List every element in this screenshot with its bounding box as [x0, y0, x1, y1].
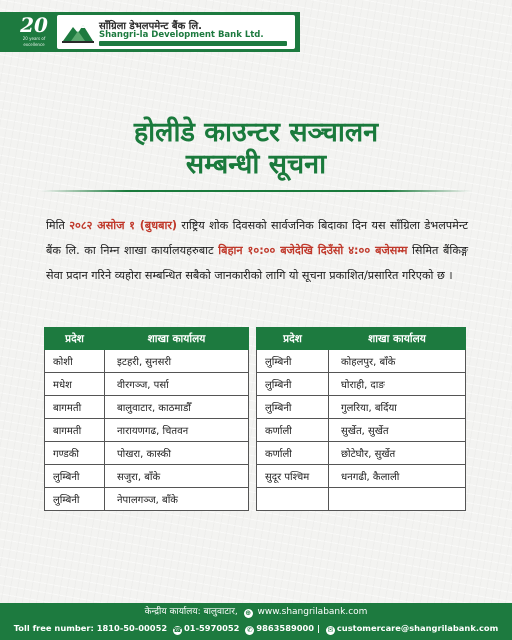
table-row	[257, 396, 466, 419]
footer-bar	[0, 603, 512, 640]
table-row	[257, 465, 466, 488]
notice-text-part-3: सिमित बैंकिङ्ग सेवा प्रदान गरिने व्यहोरा सम्बन्धित सबैको जानकारीको लागि यो सूचना प्रकाशित/प्रसारित गरिएको छ ।	[46, 244, 468, 282]
table-row	[45, 419, 249, 442]
notice-title-line-1: होलीडे काउन्टर सञ्चालन	[133, 117, 379, 148]
branch-cell: गुलरिया, बर्दिया	[329, 396, 466, 419]
table-row	[45, 373, 249, 396]
table-row	[257, 419, 466, 442]
branch-cell: पोखरा, कास्की	[105, 442, 249, 465]
province-cell: कर्णाली	[257, 419, 329, 442]
notice-text-part-2: राष्ट्रिय शोक दिवसको सार्वजनिक बिदाका दिन यस साँग्रिला डेभलपमेन्ट बैंक लि. का निम्न शाखा कार्यालयहरुबाट	[46, 219, 468, 257]
branch-cell	[329, 488, 466, 511]
province-cell: लुम्बिनी	[45, 488, 105, 511]
branch-cell: सुर्खेत, सुर्खेत	[329, 419, 466, 442]
branch-table-right	[256, 327, 466, 511]
column-header-province: प्रदेश	[45, 328, 105, 350]
anniversary-subtitle: 20 years of excellence	[22, 36, 46, 47]
logo-tagline-bar	[99, 41, 287, 46]
column-header-branch: शाखा कार्यालय	[329, 328, 466, 350]
table-row	[45, 488, 249, 511]
notice-time: बिहान १०:०० बजेदेखि दिउँसो ४:०० बजेसम्म	[218, 244, 408, 257]
table-row	[257, 350, 466, 373]
whatsapp-number[interactable]: 9863589000	[256, 623, 315, 633]
table-row	[257, 442, 466, 465]
table-row	[45, 442, 249, 465]
website-link[interactable]: www.shangrilabank.com	[257, 607, 368, 617]
branch-cell: छोटेघौर, सुर्खेत	[329, 442, 466, 465]
province-cell: सुदूर पश्चिम	[257, 465, 329, 488]
notice-date: २०८२ असोज १ (बुधबार)	[69, 219, 178, 232]
branch-cell: सजुरा, बाँके	[105, 465, 249, 488]
table-header-row	[45, 328, 249, 350]
notice-title-line-2: सम्बन्धी सूचना	[185, 149, 327, 180]
branch-cell: धनगढी, कैलाली	[329, 465, 466, 488]
head-office-text: केन्द्रीय कार्यालय: बालुवाटार,	[144, 607, 238, 617]
phone-number[interactable]: 01-5970052	[184, 623, 240, 633]
email-icon: ✉	[327, 626, 334, 634]
table-header-row	[257, 328, 466, 350]
province-cell: कर्णाली	[257, 442, 329, 465]
table-row	[45, 465, 249, 488]
province-cell: कोशी	[45, 350, 105, 373]
mountain-logo-icon	[61, 19, 95, 45]
globe-icon: ⊕	[245, 609, 252, 617]
whatsapp-icon: ✆	[246, 626, 253, 634]
bank-logo	[57, 15, 295, 49]
notice-body	[46, 213, 468, 288]
bank-name-nepali: साँग्रिला डेभलपमेन्ट बैंक लि.	[99, 21, 202, 32]
province-cell: लुम्बिनी	[257, 396, 329, 419]
province-cell: लुम्बिनी	[257, 373, 329, 396]
footer-line-1	[0, 606, 512, 619]
bank-name-english: Shangri-la Development Bank Ltd.	[99, 30, 264, 40]
anniversary-badge	[14, 14, 54, 50]
table-row	[257, 373, 466, 396]
branch-cell: बालुवाटार, काठमाडौँ	[105, 396, 249, 419]
phone-icon: ☎	[173, 626, 182, 634]
branch-cell: कोहलपुर, बाँके	[329, 350, 466, 373]
anniversary-number: 20	[20, 13, 48, 37]
province-cell: मधेश	[45, 373, 105, 396]
branch-cell: नारायणगढ, चितवन	[105, 419, 249, 442]
province-cell	[257, 488, 329, 511]
table-row	[45, 396, 249, 419]
table-row	[257, 488, 466, 511]
column-header-province: प्रदेश	[257, 328, 329, 350]
title-divider	[40, 190, 472, 192]
province-cell: बागमती	[45, 396, 105, 419]
province-cell: लुम्बिनी	[45, 465, 105, 488]
footer-line-2	[0, 622, 512, 635]
branch-cell: इटहरी, सुनसरी	[105, 350, 249, 373]
column-header-branch: शाखा कार्यालय	[105, 328, 249, 350]
notice-text-part-1: मिति	[46, 219, 70, 232]
province-cell: गण्डकी	[45, 442, 105, 465]
table-row	[45, 350, 249, 373]
province-cell: लुम्बिनी	[257, 350, 329, 373]
footer-separator: |	[316, 623, 320, 633]
branch-cell: घोराही, दाङ	[329, 373, 466, 396]
branch-cell: नेपालगञ्ज, बाँके	[105, 488, 249, 511]
email-address[interactable]: customercare@shangrilabank.com	[336, 623, 499, 633]
branch-table-left	[44, 327, 249, 511]
tollfree-number[interactable]: Toll free number: 1810-50-00052	[13, 623, 168, 633]
branch-cell: वीरगञ्ज, पर्सा	[105, 373, 249, 396]
province-cell: बागमती	[45, 419, 105, 442]
